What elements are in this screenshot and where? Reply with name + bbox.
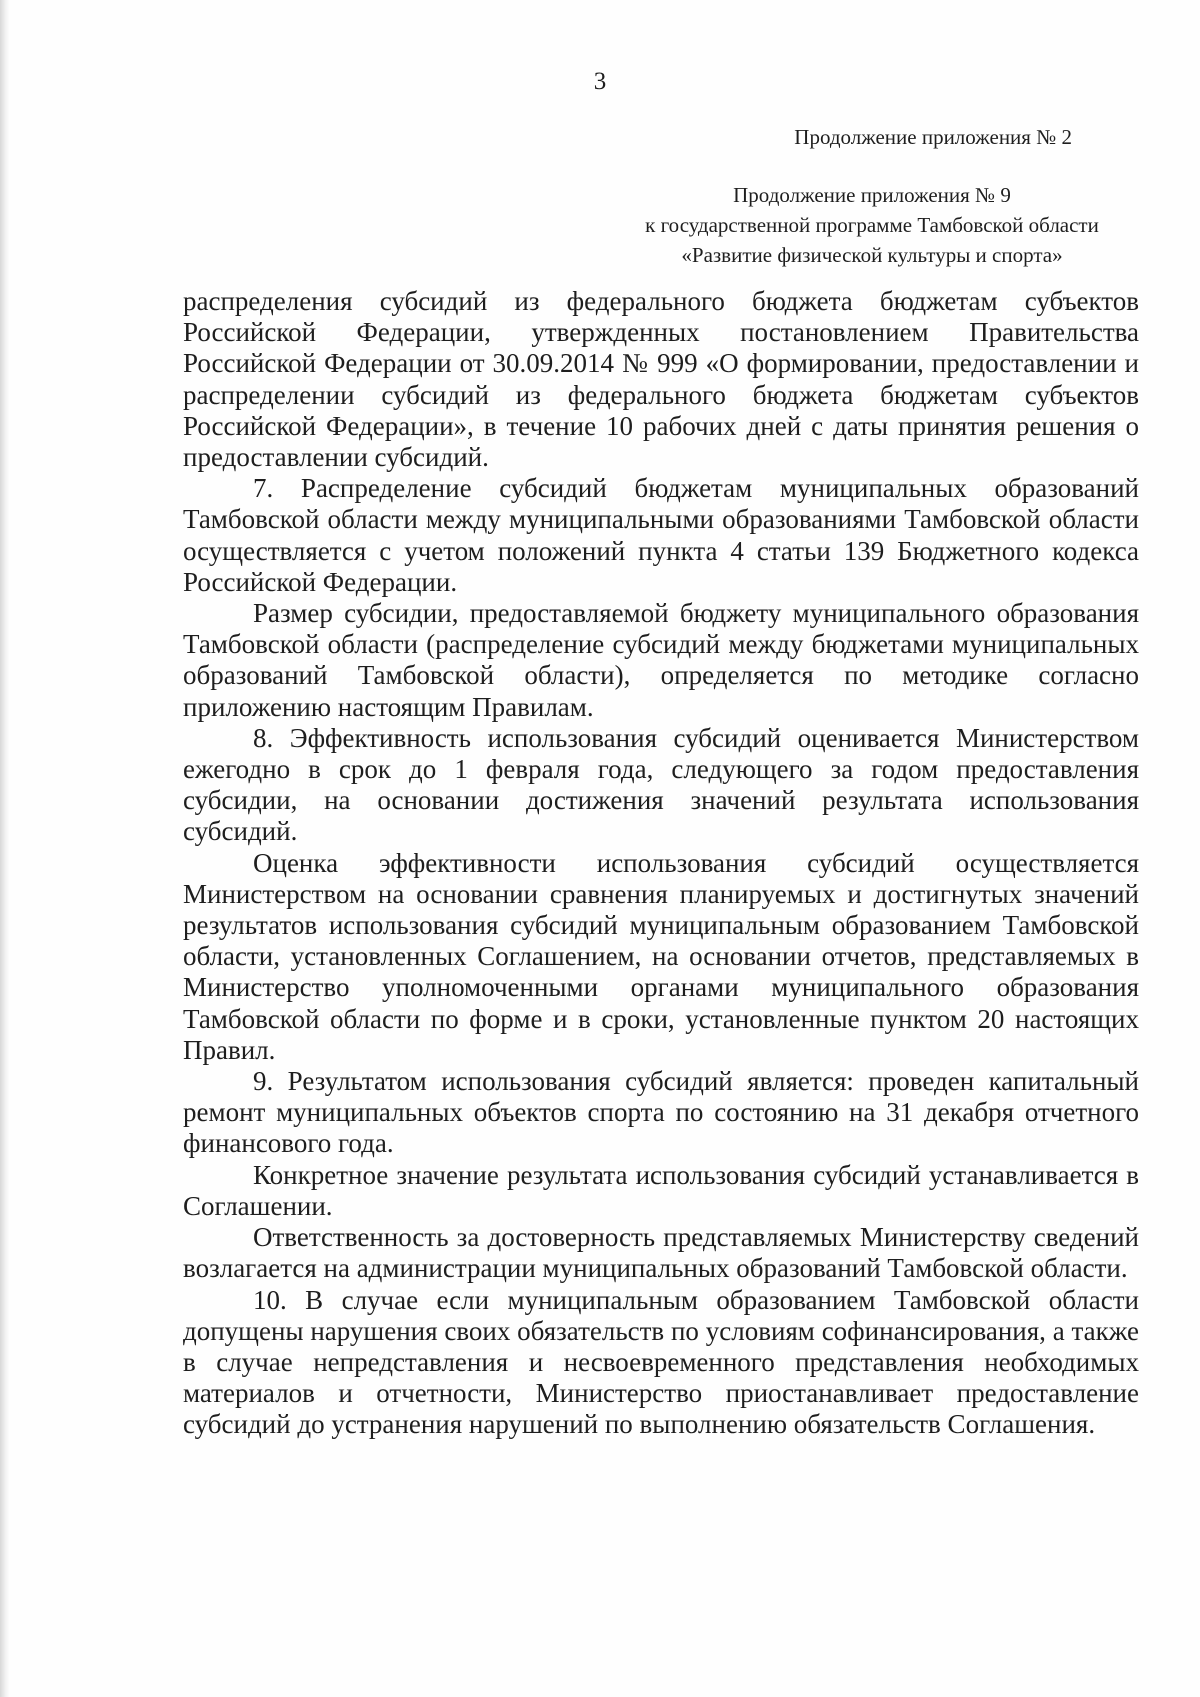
paragraph-subsidy-size: Размер субсидии, предоставляемой бюджету муниципального образования Тамбовской области (распределение субсидий между бюджетами муниципальных образований Тамбовской области), определяется по методике согласно приложению настоящим Правилам. [183,598,1139,722]
scan-edge-shadow [0,0,10,1697]
paragraph-clause-10: 10. В случае если муниципальным образованием Тамбовской области допущены нарушения своих обязательств по условиям софинансирования, а также в случае непредставления и несвоевременного представления необходимых материалов и отчетности, Министерство приостанавливает предоставление субсидий до устранения нарушений по выполнению обязательств Соглашения. [183,1284,1139,1440]
appendix-continuation-header [794,122,1072,152]
header-line-4: «Развитие физической культуры и спорта» [681,243,1063,267]
document-body [183,286,1139,1441]
paragraph-responsibility: Ответственность за достоверность представляемых Министерству сведений возлагается на администрации муниципальных образований Тамбовской области. [183,1222,1139,1284]
paragraph-result-value: Конкретное значение результата использования субсидий устанавливается в Соглашении. [183,1159,1139,1221]
paragraph-clause-7: 7. Распределение субсидий бюджетам муниципальных образований Тамбовской области между муниципальными образованиями Тамбовской области осуществляется с учетом положений пункта 4 статьи 139 Бюджетного кодекса Российской Федерации. [183,473,1139,597]
paragraph-continuation: распределения субсидий из федерального бюджета бюджетам субъектов Российской Федерации, утвержденных постановлением Правительства Российской Федерации от 30.09.2014 № 999 «О формировании, предоставлении и распределении субсидий из федерального бюджета бюджетам субъектов Российской Федерации», в течение 10 рабочих дней с даты принятия решения о предоставлении субсидий. [183,286,1139,473]
paragraph-clause-8: 8. Эффективность использования субсидий оценивается Министерством ежегодно в срок до 1 февраля года, следующего за годом предоставления субсидии, на основании достижения значений результата использования субсидий. [183,722,1139,847]
header-line-3: к государственной программе Тамбовской области [645,213,1099,237]
paragraph-clause-9: 9. Результатом использования субсидий является: проведен капитальный ремонт муниципальных объектов спорта по состоянию на 31 декабря отчетного финансового года. [183,1066,1139,1159]
header-line-2: Продолжение приложения № 9 [733,183,1011,207]
paragraph-efficiency-evaluation: Оценка эффективности использования субсидий осуществляется Министерством на основании сравнения планируемых и достигнутых значений результатов использования субсидий муниципальным образованием Тамбовской области, установленных Соглашением, на основании отчетов, представляемых в Министерство уполномоченными органами муниципального образования Тамбовской области по форме и в сроки, установленные пунктом 20 настоящих Правил. [183,847,1139,1065]
header-line-1: Продолжение приложения № 2 [794,125,1072,149]
program-appendix-header [602,180,1142,270]
page-number: 3 [593,68,607,95]
